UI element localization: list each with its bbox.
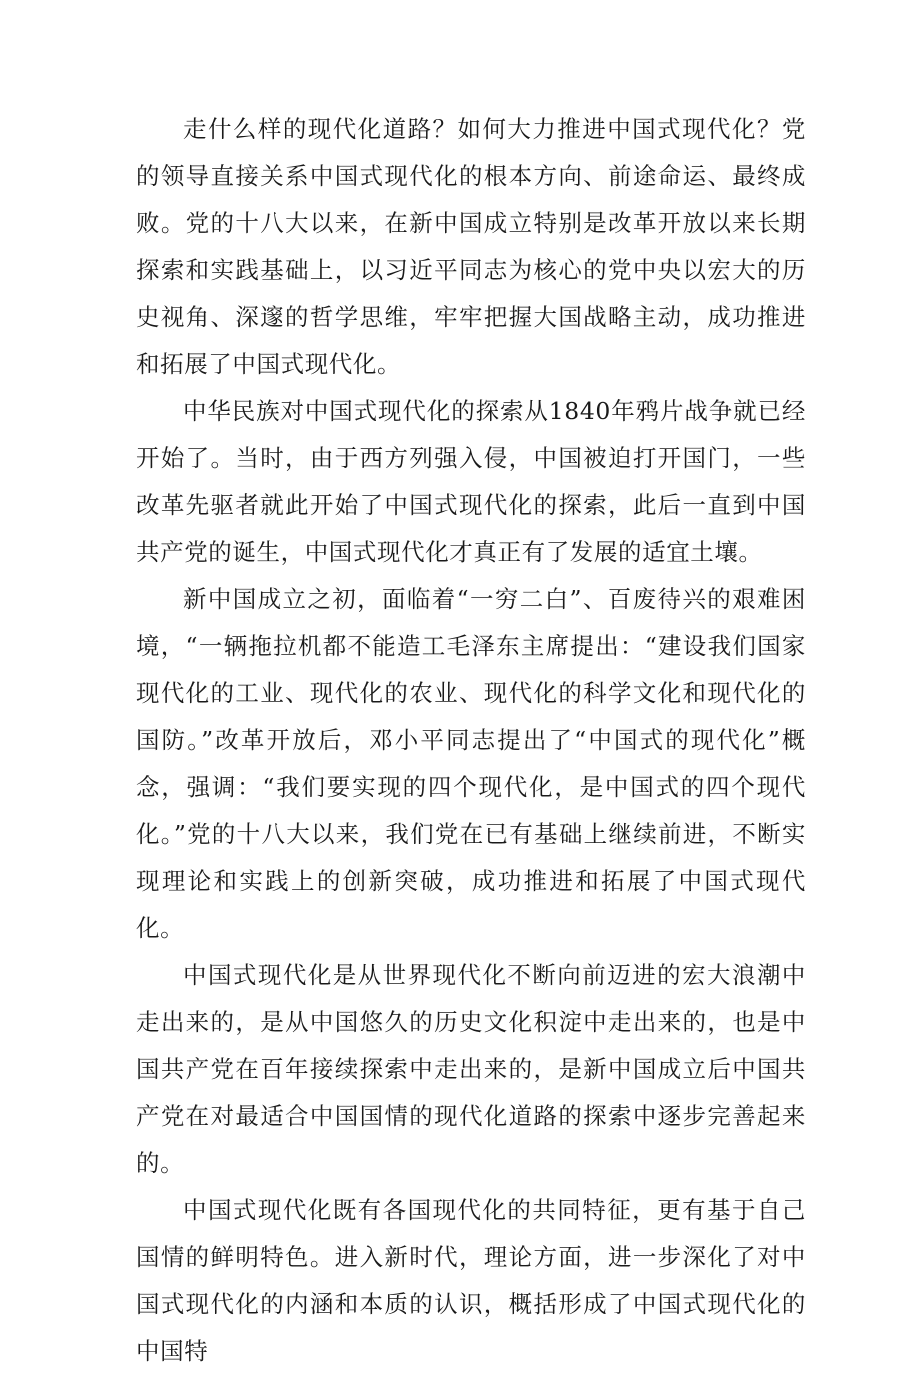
paragraph-5: 中国式现代化既有各国现代化的共同特征，更有基于自己国情的鲜明特色。进入新时代，理论方面，进一步深化了对中国式现代化的内涵和本质的认识，概括形成了中国式现代化的中国特 [136,1196,806,1365]
document-body [136,106,806,1375]
paragraph-1: 走什么样的现代化道路？如何大力推进中国式现代化？党的领导直接关系中国式现代化的根本方向、前途命运、最终成败。党的十八大以来，在新中国成立特别是改革开放以来长期探索和实践基础上，以习近平同志为核心的党中央以宏大的历史视角、深邃的哲学思维，牢牢把握大国战略主动，成功推进和拓展了中国式现代化。 [136,115,806,378]
paragraph-4: 中国式现代化是从世界现代化不断向前迈进的宏大浪潮中走出来的，是从中国悠久的历史文化积淀中走出来的，也是中国共产党在百年接续探索中走出来的，是新中国成立后中国共产党在对最适合中国国情的现代化道路的探索中逐步完善起来的。 [136,961,806,1177]
paragraph-2: 中华民族对中国式现代化的探索从1840年鸦片战争就已经开始了。当时，由于西方列强入侵，中国被迫打开国门，一些改革先驱者就此开始了中国式现代化的探索，此后一直到中国共产党的诞生，中国式现代化才真正有了发展的适宜土壤。 [136,397,806,566]
paragraph-3: 新中国成立之初，面临着“一穷二白”、百废待兴的艰难困境，“一辆拖拉机都不能造工毛泽东主席提出：“建设我们国家现代化的工业、现代化的农业、现代化的科学文化和现代化的国防。”改革开放后，邓小平同志提出了“中国式的现代化”概念，强调：“我们要实现的四个现代化，是中国式的四个现代化。”党的十八大以来，我们党在已有基础上继续前进，不断实现理论和实践上的创新突破，成功推进和拓展了中国式现代化。 [136,585,806,942]
